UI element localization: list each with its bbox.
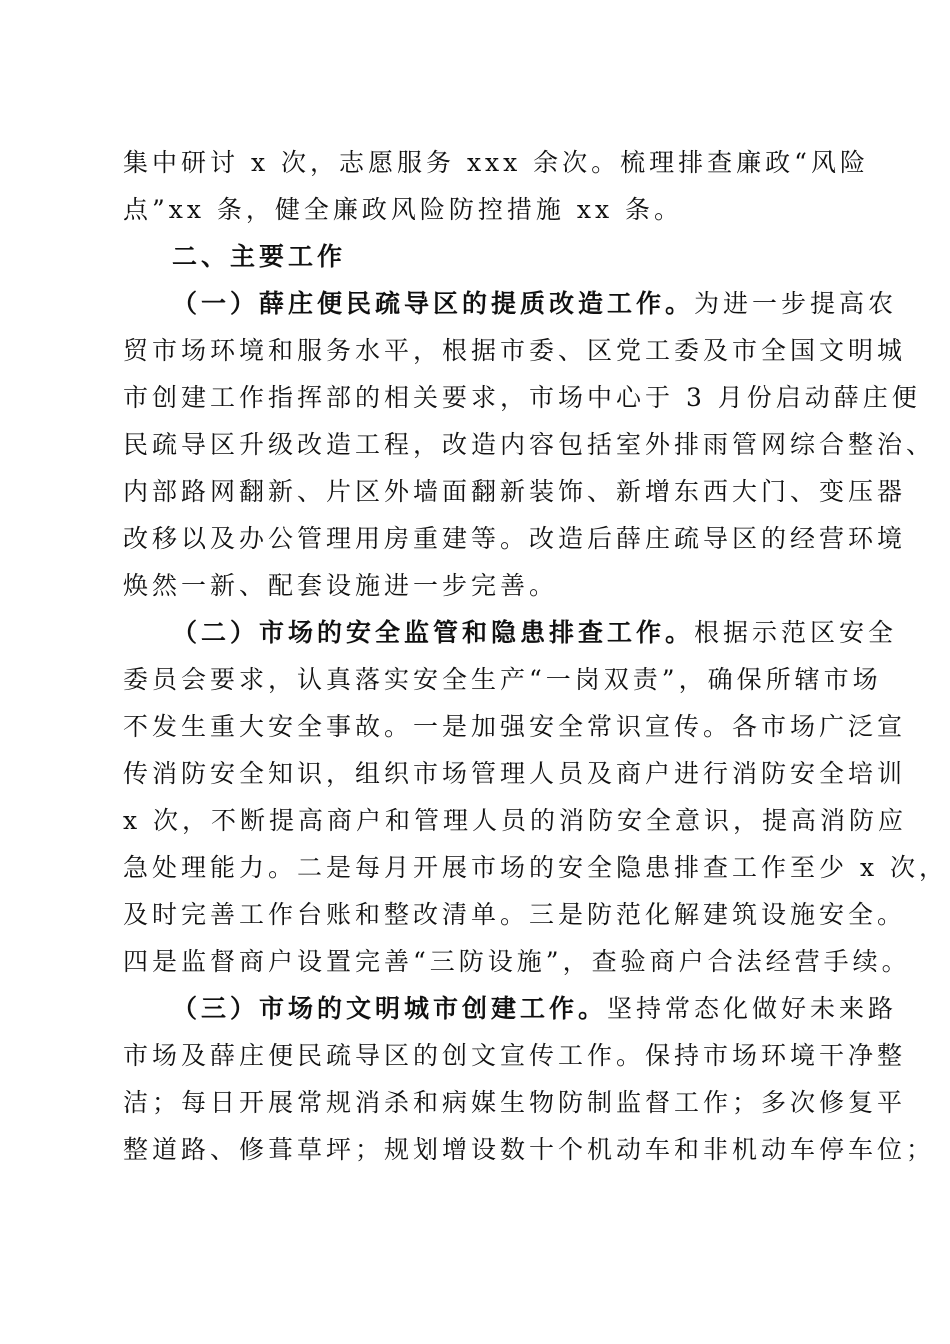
paragraph-line: 内部路网翻新、片区外墙面翻新装饰、新增东西大门、变压器 bbox=[123, 477, 907, 506]
paragraph-line: 点”xx 条，健全廉政风险防控措施 xx 条。 bbox=[123, 195, 684, 224]
paragraph-line: 整道路、修葺草坪；规划增设数十个机动车和非机动车停车位； bbox=[123, 1135, 936, 1164]
paragraph-line: 集中研讨 x 次，志愿服务 xxx 余次。梳理排查廉政“风险 bbox=[123, 148, 869, 177]
paragraph-line: 不发生重大安全事故。一是加强安全常识宣传。各市场广泛宣 bbox=[123, 712, 907, 741]
paragraph-line: 及时完善工作台账和整改清单。三是防范化解建筑设施安全。 bbox=[123, 900, 907, 929]
paragraph-line: 市创建工作指挥部的相关要求，市场中心于 3 月份启动薛庄便 bbox=[123, 383, 921, 412]
paragraph-line: 洁；每日开展常规消杀和病媒生物防制监督工作；多次修复平 bbox=[123, 1088, 907, 1117]
paragraph-line: 民疏导区升级改造工程，改造内容包括室外排雨管网综合整治、 bbox=[123, 430, 936, 459]
paragraph-line bbox=[172, 286, 898, 322]
paragraph-line bbox=[172, 615, 898, 651]
paragraph-line: 改移以及办公管理用房重建等。改造后薛庄疏导区的经营环境 bbox=[123, 524, 907, 553]
paragraph-line: 传消防安全知识，组织市场管理人员及商户进行消防安全培训 bbox=[123, 759, 907, 788]
paragraph-line: 市场及薛庄便民疏导区的创文宣传工作。保持市场环境干净整 bbox=[123, 1041, 907, 1070]
paragraph-line: x 次，不断提高商户和管理人员的消防安全意识，提高消防应 bbox=[123, 806, 908, 835]
paragraph-line: 急处理能力。二是每月开展市场的安全隐患排查工作至少 x 次， bbox=[123, 853, 948, 882]
subheading-2: （二）市场的安全监管和隐患排查工作。 bbox=[172, 618, 695, 647]
paragraph-line: 焕然一新、配套设施进一步完善。 bbox=[123, 571, 559, 600]
subheading-1: （一）薛庄便民疏导区的提质改造工作。 bbox=[172, 289, 695, 318]
paragraph-line: 四是监督商户设置完善“三防设施”，查验商户合法经营手续。 bbox=[123, 947, 911, 976]
paragraph-line: 委员会要求，认真落实安全生产“一岗双责”，确保所辖市场 bbox=[123, 665, 882, 694]
paragraph-text: 为进一步提高农 bbox=[694, 289, 898, 318]
paragraph-text: 根据示范区安全 bbox=[694, 618, 898, 647]
paragraph-line bbox=[172, 991, 898, 1027]
section-heading: 二、主要工作 bbox=[172, 242, 347, 271]
paragraph-text: 坚持常态化做好未来路 bbox=[607, 994, 898, 1023]
subheading-3: （三）市场的文明城市创建工作。 bbox=[172, 994, 608, 1023]
paragraph-line: 贸市场环境和服务水平，根据市委、区党工委及市全国文明城 bbox=[123, 336, 907, 365]
